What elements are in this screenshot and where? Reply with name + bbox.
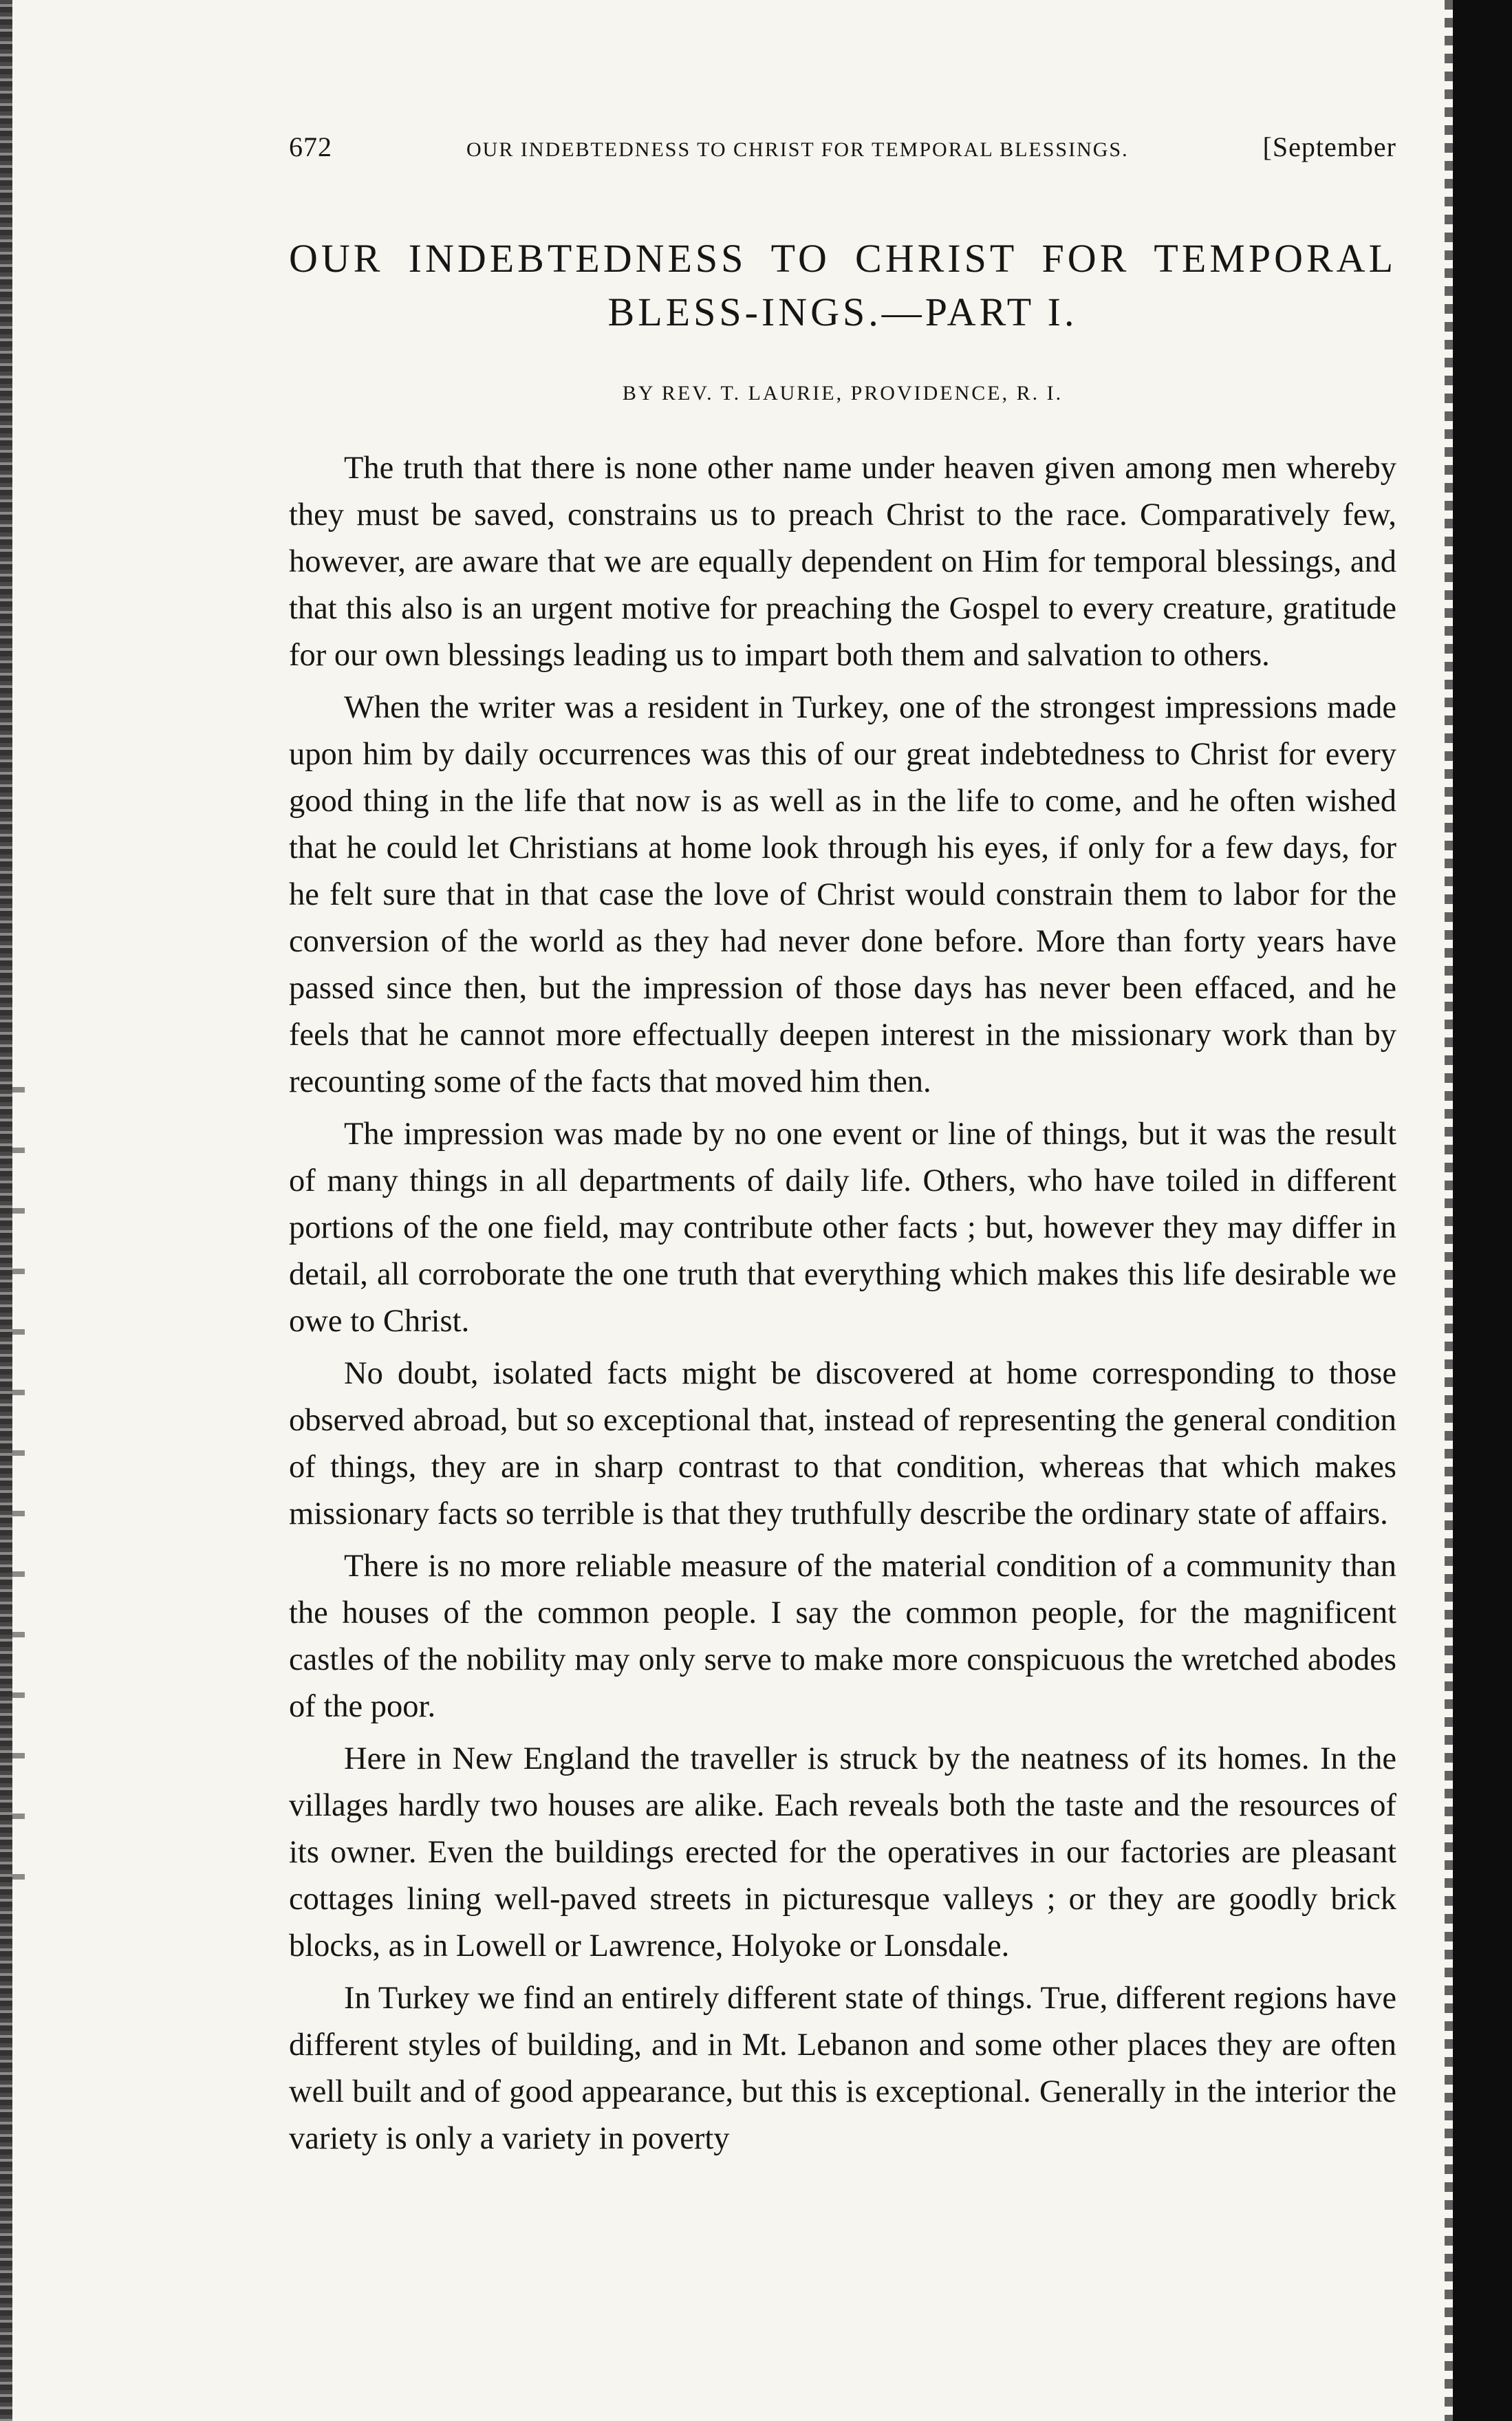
scan-left-edge bbox=[0, 0, 12, 2421]
paragraph: There is no more reliable measure of the material condition of a community than the houses of the common people. I say the common people, for the magnificent castles of the nobility may only serve to make more conspicuous the wretched abodes of the poor. bbox=[289, 1549, 1396, 1724]
scan-right-edge bbox=[1453, 0, 1512, 2421]
running-month: [September bbox=[1262, 131, 1396, 162]
article-title: OUR INDEBTEDNESS TO CHRIST FOR TEMPORAL BLESS-INGS.—PART I. bbox=[289, 236, 1396, 334]
book-page bbox=[289, 131, 1396, 2162]
running-head bbox=[289, 131, 1396, 163]
article-body bbox=[289, 445, 1396, 2162]
paragraph: No doubt, isolated facts might be discovered at home corresponding to those observed abroad, but so exceptional that, instead of representing the general condition of things, they are in sharp contrast to that condition, whereas that which makes missionary facts so terrible is that they truthfully describe the ordinary state of affairs. bbox=[289, 1356, 1396, 1531]
paragraph: The impression was made by no one event or line of things, but it was the result of many things in all departments of daily life. Others, who have toiled in different portions of the one field, may contribute other facts ; but, however they may differ in detail, all corroborate the one truth that everything which makes this life desirable we owe to Christ. bbox=[289, 1117, 1396, 1339]
page-number: 672 bbox=[289, 131, 332, 162]
scan-margin-marks bbox=[12, 1032, 25, 1926]
article-byline: BY REV. T. LAURIE, PROVIDENCE, R. I. bbox=[622, 382, 1063, 405]
paragraph: The truth that there is none other name under heaven given among men whereby they must be saved, constrains us to preach Christ to the race. Comparatively few, however, are aware that we are equally dependent on Him for temporal blessings, and that this also is an urgent motive for preaching the Gospel to every creature, gratitude for our own blessings leading us to impart both them and salvation to others. bbox=[289, 451, 1396, 673]
paragraph: In Turkey we find an entirely different state of things. True, different regions have different styles of building, and in Mt. Lebanon and some other places they are often well built and of good appearance, but this is exceptional. Generally in the interior the variety is only a variety in poverty bbox=[289, 1981, 1396, 2156]
paragraph: When the writer was a resident in Turkey, one of the strongest impressions made upon him by daily occurrences was this of our great indebtedness to Christ for every good thing in the life that now is as well as in the life to come, and he often wished that he could let Christians at home look through his eyes, if only for a few days, for he felt sure that in that case the love of Christ would constrain them to labor for the conversion of the world as they had never done before. More than forty years have passed since then, but the impression of those days has never been effaced, and he feels that he cannot more effectually deepen interest in the missionary work than by recounting some of the facts that moved him then. bbox=[289, 690, 1396, 1099]
paragraph: Here in New England the traveller is struck by the neatness of its homes. In the villages hardly two houses are alike. Each reveals both the taste and the resources of its owner. Even the buildings erected for the operatives in our factories are pleasant cottages lining well-paved streets in picturesque valleys ; or they are goodly brick blocks, as in Lowell or Lawrence, Holyoke or Lonsdale. bbox=[289, 1741, 1396, 1963]
running-title: OUR INDEBTEDNESS TO CHRIST FOR TEMPORAL BLESSINGS. bbox=[466, 138, 1129, 161]
